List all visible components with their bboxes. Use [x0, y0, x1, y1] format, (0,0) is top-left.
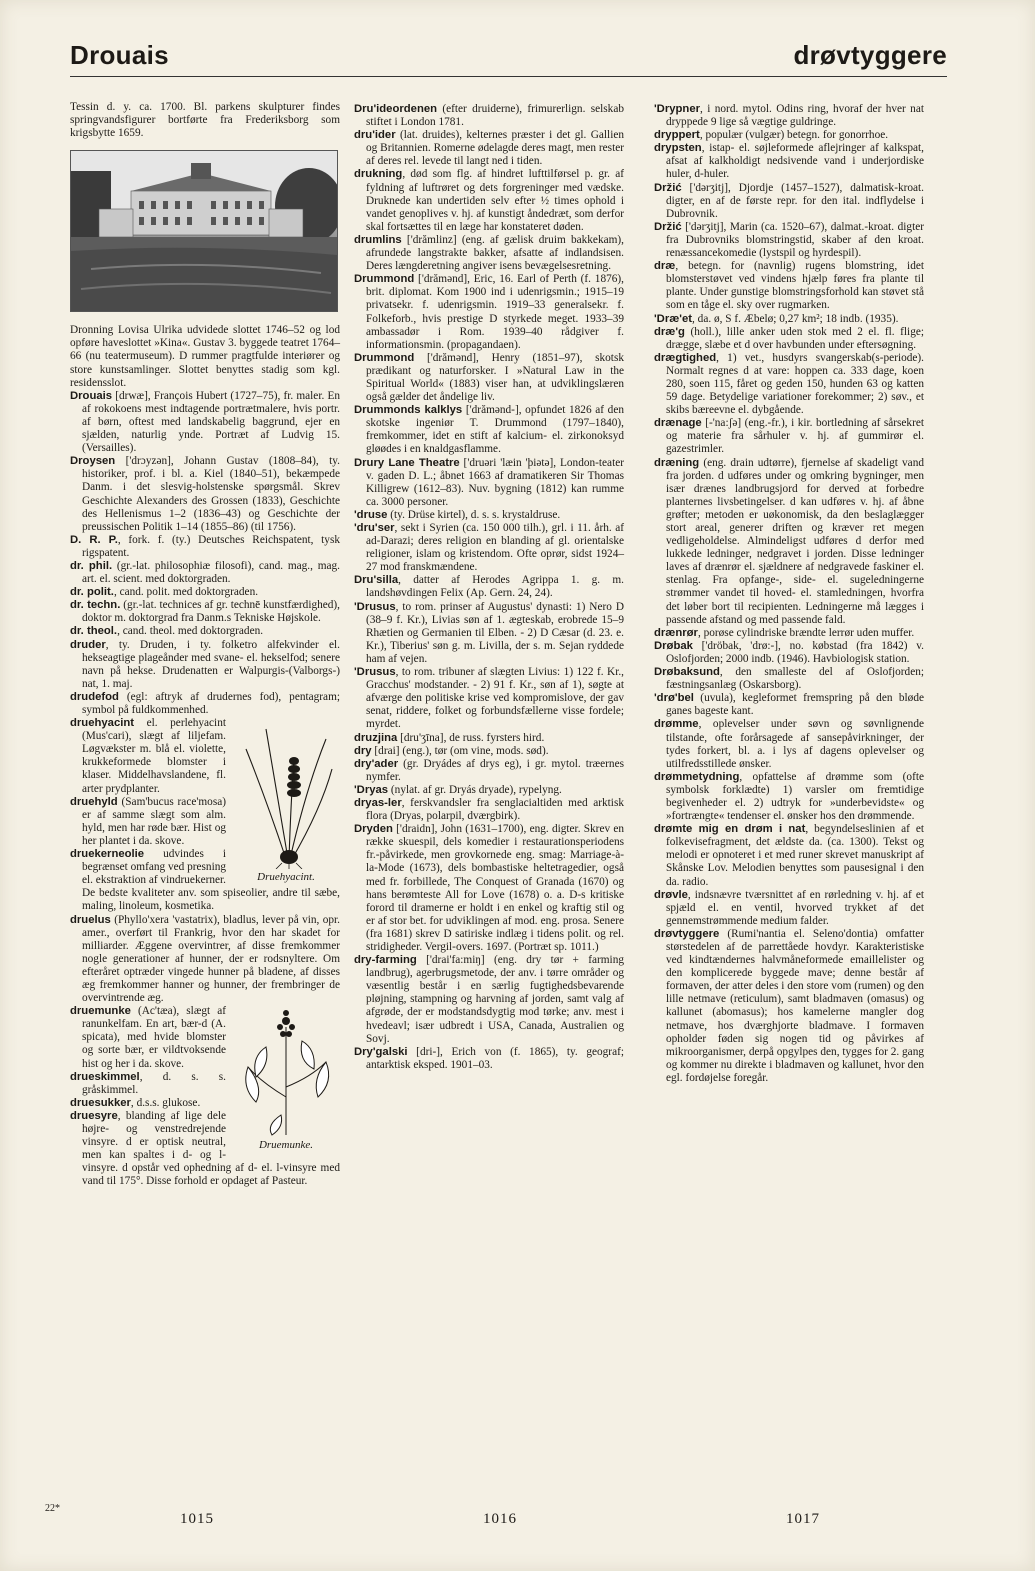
entry-drudefod: [70, 691, 340, 717]
entry-headword: Držić: [654, 181, 682, 194]
folio-1: 1015: [180, 1511, 214, 1527]
entry-text: , begyndelseslinien af et folkevisefragment, det ældste da. (ca. 1300). Tekst og melodi er opnoteret i et med runer skrevet manuskript af Skånske Lov. Melodien benyttes som pausesignal i den da. radio.: [666, 823, 924, 888]
entry-headword: dr. theol.: [70, 625, 118, 638]
entry-headword: dræ: [654, 260, 676, 273]
entry-drusus-tribuner: [354, 666, 624, 731]
entry-headword: dr. techn.: [70, 599, 121, 612]
entry-droevtyggere: [654, 928, 924, 1085]
entry-text: , den smalleste del af Oslofjorden; fæstningsanlæg (Oskarsborg).: [666, 666, 924, 692]
column-2: [354, 103, 624, 1072]
entry-headword: dry-farming: [354, 954, 417, 967]
entry-headword: drueskimmel: [70, 1070, 140, 1083]
entry-headword: druder: [70, 638, 106, 651]
entry-text: , datter af Herodes Agrippa 1. g. m. landshøvdingen Felix (Ap. Gern. 24, 24).: [366, 574, 624, 600]
entry-text: , ferskvandsler fra senglacialtiden med arktisk flora (Dryas, polarpil, dværgbirk).: [366, 796, 624, 823]
entry-droemte-mig: [654, 823, 924, 888]
entry-text: ['drɔyzən], Johann Gustav (1808–84), ty. historiker, prof. i bl. a. Kiel (1840–51), bekæmpede Danm. i det slesvig-holstenske spørgsmål. Skrev Geschichte Alexanders des Grossen (1833), Geschichte des Hellenismus 1–2 (1836–43) og Geschichte der preussischen Politik 1–14 (1855–86) (til 1756).: [82, 455, 340, 533]
entry-headword: drænrør: [654, 626, 698, 639]
entry-headword: Dru'ideordenen: [354, 103, 438, 115]
entry-drypsten: [654, 142, 924, 181]
entry-headword: druelus: [70, 913, 111, 926]
entry-text: , 1) vet., husdyrs svangerskab(s-periode). Normalt regnes d at vare: hoppen ca. 333 dage, koen 280, soen 115, fåret og geden 150, hunden 63 og katten 59 dage. Betydelige variationer forekommer; 2) søv., et skibs bæreevne el. dybgående.: [666, 351, 924, 417]
entry-text: , cand. polit. med doktorgraden.: [113, 586, 259, 599]
entry-drury-lane: [354, 457, 624, 509]
druemunke-figure: [232, 1007, 340, 1152]
entry-druider: [354, 129, 624, 168]
entry-droysen: [70, 455, 340, 534]
entry-text: (Phyllo'xera 'vastatrix), bladlus, lever på vin, opr. amer., overført til Frankrig, hvor den har skadet for milliarder. Æggene overvintrer, af disse fremkommer nogle generationer af hunner, der er rodsnyltere. Om efteråret optræder vingede hunner på bladene, af disses æg fremkommer hanner og hunner, der frembringer de overvintrende æg.: [82, 913, 340, 1005]
entry-droebak: [654, 640, 924, 666]
entry-text: , to rom. prinser af Augustus' dynasti: 1) Nero D (38–9 f. Kr.), Livias søn af 1. ægteskab, erobrede 15–9 Rhætien og Germanien til Elben. - 2) D Cæsar (d. 23. e. Kr.), Tiberius' søn g. m. Livilla, der s. m. Sejan ryddede ham af vejen.: [366, 600, 624, 665]
entry-text: [drai] (eng.), tør (om vine, mods. sød).: [371, 744, 549, 757]
entry-text: , populær (vulgær) betegn. for gonorrhoe.: [699, 129, 889, 142]
entry-draenroer: [654, 627, 924, 640]
entry-text: , da. ø, S f. Æbelø; 0,27 km²; 18 indb. (1935).: [692, 312, 899, 325]
entry-headword: Drouais: [70, 389, 113, 402]
entry-droemme: [654, 718, 924, 770]
entry-text: (eng. drain udtørre), fjernelse af skadeligt vand fra jorden. d udføres under og omkring bygninger, men især drænes landbrugsjord for derved at forbedre planternes livsbetingelser. d kan udføres v. hj. af åbne grøfter; metoden er uøkonomisk, da den beslaglægger stort areal, generer driften og kræver ret megen vedligeholdelse. Almindeligst udføres d derfor med lukkede ledninger, nedgravet i jorden. Disse ledninger laves af drænrør el. sjældnere af nedgravede faskiner el. stenlag. Fra opfange-, side- el. sugeledningerne strømmer vandet til hoved- el. stamledningen, hvorfra det løber bort til recipienten. Ledningerne må lægges i passende afstand og med passende fald.: [666, 456, 924, 626]
entry-headword: dry'ader: [354, 757, 399, 770]
entry-drummond-eric: [354, 273, 624, 352]
entry-text: (Sam'bucus race'mosa) er af samme slægt som alm. hyld, men har røde bær. Hist og her plantet i da. skove.: [82, 795, 226, 847]
entry-headword: Droysen: [70, 455, 116, 468]
entry-headword: dru'ider: [354, 129, 396, 142]
entry-text: , indsnævre tværsnittet af en rørledning v. hj. af et spjæld el. en ventil, hvorved trykket af det gennemstrømmende medium falder.: [666, 888, 924, 927]
entry-headword: Dryden: [354, 823, 393, 836]
entry-headword: drøvle: [654, 888, 688, 901]
entry-druse: [354, 509, 624, 522]
entry-text: (ty. Drüse kirtel), d. s. s. krystaldruse.: [387, 508, 561, 521]
entry-dryas-ler: [354, 797, 624, 823]
entry-drusilla: [354, 574, 624, 600]
palace-photo: [70, 150, 338, 312]
entry-draeg: [654, 326, 924, 352]
entry-headword: 'Drusus: [354, 666, 396, 679]
entry-headword: dr. phil.: [70, 559, 113, 572]
entry-draening: [654, 457, 924, 627]
entry-headword: 'dru'ser: [354, 522, 395, 534]
entry-text: , i nord. mytol. Odins ring, hvoraf der hver nat dryppede 9 lige så vægtige guldringe.: [666, 103, 924, 129]
entry-headword: drukning: [354, 168, 403, 181]
entry-headword: dryas-ler: [354, 796, 402, 809]
drottningholm-illustration: [71, 151, 337, 311]
entry-dr-polit: [70, 586, 340, 599]
entry-dry-farming: [354, 954, 624, 1046]
entry-text: ['druəri 'læin 'þiətə], London-teater v. gaden D. L.; åbnet 1663 af dramatikeren Sir Thomas Killigrew (1612–83). Nuv. bygning (1812) kan rumme ca. 3000 personer.: [366, 456, 624, 508]
entry-headword: drægtighed: [654, 351, 717, 364]
entry-text: , istap- el. søjleformede aflejringer af kalkspat, afsat af kalkholdigt nedsivende vand i underjordiske huler, d-huler.: [666, 142, 924, 181]
photo-caption: Dronning Lovisa Ulrika udvidede slottet 1746–52 og lod opføre haveslottet »Kina«. Gustav 3. byggede teatret 1764–66 (nu teatermuseum). D rummer pragtfulde interiører og store kunstsamlinger. Slottet benyttes stadig som kgl. residensslot.: [70, 324, 340, 389]
entry-droevle: [654, 889, 924, 928]
entry-headword: druehyld: [70, 795, 118, 808]
entry-droemmetydning: [654, 771, 924, 823]
entry-text: (uvula), kegleformet fremspring på den bløde ganes bageste kant.: [666, 692, 924, 718]
entry-dr-techn: [70, 599, 340, 625]
entry-headword: Dru'silla: [354, 574, 399, 587]
entry-druzjina: [354, 732, 624, 745]
entry-headword: drømme: [654, 718, 699, 731]
entry-text: , sekt i Syrien (ca. 150 000 tilh.), grl. i 11. årh. af ad-Darazi; deres religion en blanding af gl. orientalske religioner, islam og kristendom. Ofte oprør, sidst 1924–27 mod franskmændene.: [366, 522, 624, 574]
entry-text: ['drai'fa:miŋ] (eng. dry tør + farming landbrug), agerbrugsmetode, der anv. i tørre områder og væsentlig består i en særlig fugtighedsbevarende pløjning, stampning og harvning af jorden, samt valg af afgrøde, der er modstandsdygtig mod tørke; anv. mest i hvedeavl; især udbredt i USA, Canada, Australien og Sovj.: [366, 954, 624, 1045]
entry-headword: dr. polit.: [70, 586, 114, 599]
entry-text: , porøse cylindriske brændte lerrør uden muffer.: [697, 626, 915, 639]
entry-text: , oplevelser under søvn og søvnlignende tilstande, ofte forårsagede af sansepåvirkninger, der tydes forkert, bl. a. i lys af dagens oplevelser og utilfredsstillede ønsker.: [666, 718, 924, 770]
header-rule: [70, 76, 947, 77]
entry-dr-phil: [70, 560, 340, 586]
entry-text: el. perlehyacint (Mus'cari), slægt af liljefam. Løgvækster m. blå el. violette, krukkeformede blomster i klaser. Middelhavslandene, fl. arter prydplanter.: [82, 717, 226, 795]
entry-headword: druzjina: [354, 731, 398, 744]
entry-text: (Rumi'nantia el. Seleno'dontia) omfatter størstedelen af de parrettåede hovdyr. Karakteristiske ved kindtændernes halvmåneformede emaillelister og den komplicerede byggede mave; denne består af formaven, der atter deles i den store vom (rumen) og den lille netmave (reticulum), samt bladmaven (omasus) og kallunet (abomasus); hos kamelerne mangler dog netmave, hos dværghjorte bladmave. I formaven opholder føden sig nogen tid og påvirkes af mikroorganismer, derpå opgylpes den, tygges for 2. gang og kommer nu direkte i bladmaven og kallunet, hvor den egl. fordøjelse foregår.: [666, 927, 924, 1084]
entry-drygalski: [354, 1046, 624, 1072]
entry-headword: druesukker: [70, 1096, 131, 1109]
entry-drusus-prinser: [354, 601, 624, 666]
entry-draegtighed: [654, 352, 924, 417]
entry-headword: dryppert: [654, 129, 700, 142]
entry-text: [-'na:ʃə] (eng.-fr.), i kir. bortledning af sårsekret og materie fra sårhuler v. hj. af gummirør el. gazestrimler.: [666, 417, 924, 456]
entry-headword: Drøbak: [654, 639, 693, 652]
entry-druelus: [70, 914, 340, 1006]
entry-text: (gr.-lat. technices af gr. technē kunstfærdighed), doktor m. doktorgrad fra Danm.s Tekniske Højskole.: [82, 599, 340, 625]
entry-headword: drømte mig en drøm i nat: [654, 823, 806, 836]
entry-dry: [354, 745, 624, 758]
entry-headword: drypsten: [654, 142, 702, 155]
entry-dryader: [354, 758, 624, 784]
entry-text: , to rom. tribuner af slægten Livius: 1) 122 f. Kr., Gracchus' modstander. - 2) 91 f. Kr., søn af 1), søgte at afværge den politiske krise ved kompromislove, der gav senat, riddere, folket og forbundsfællerne visse fordele; myrdet.: [366, 666, 624, 731]
entry-text: , d.s.s. glukose.: [130, 1096, 201, 1109]
entry-dryppert: [654, 129, 924, 142]
druehyacint-caption: Druehyacint.: [257, 871, 315, 884]
entry-drumlins: [354, 234, 624, 273]
entry-text: ['drămlinz] (eng. af gælisk druim bakkekam), afrundede langstrakte bakker, afsatte af indlandsisen. Deres længderetning angiver isens bevægelsesretning.: [366, 233, 624, 273]
entry-druder: [70, 639, 340, 691]
entry-text: udvindes i begrænset omfang ved presning el. ekstraktion af vindruekerner. De bedste kvaliteter anv. som spiseolier, andre til sæbe, maling, linoleum, kosmetika.: [82, 848, 340, 913]
entry-text: (gr. Dryádes af drys eg), i gr. mytol. træernes nymfer.: [366, 757, 624, 783]
entry-drouais: [70, 390, 340, 455]
entry-text: (efter druiderne), frimurerlign. selskab stiftet i London 1781.: [366, 103, 624, 129]
entry-dr-theol: [70, 625, 340, 638]
entry-headword: dræning: [654, 456, 700, 469]
entry-headword: Drummonds kalklys: [354, 404, 463, 417]
entry-text: ['drămənd], Henry (1851–97), skotsk prædikant og naturforsker. I »Natural Law in the Spiritual World« (1883) viser han, at udviklingslæren også gælder det åndelige liv.: [366, 351, 624, 404]
entry-text: , opfattelse af drømme som (ofte symbolsk forklædte) 1) varsler om fremtidige begivenheder el. 2) udtryk for »underbevidste« og »fortrængte« tendenser el. ønsker hos den drømmende.: [666, 770, 924, 823]
entry-text: ['dröbak, 'drø:-], no. købstad (fra 1842) v. Oslofjorden; 2000 indb. (1946). Havbiologisk station.: [666, 639, 924, 665]
entry-text: (nylat. af gr. Dryás dryade), rypelyng.: [388, 783, 562, 796]
entry-text: [dru'ʒīna], de russ. fyrsters hird.: [397, 731, 545, 744]
entry-text: (lat. druides), kelternes præster i det gl. Gallien og Britannien. Romerne ødelagde deres magt, men rester af deres rel. levede til langt ned i tiden.: [366, 129, 624, 168]
entry-druideordenen: [354, 103, 624, 129]
entry-text: ['dərʒitj], Djordje (1457–1527), dalmatisk-kroat. digter, en af de første repr. for den ital. indflydelse i Dubrovnik.: [666, 181, 924, 220]
column-3: [654, 103, 924, 1085]
entry-headword: drøvtyggere: [654, 927, 720, 940]
column-1: [70, 101, 340, 1188]
entry-headword: drudefod: [70, 690, 119, 703]
druemunke-caption: Druemunke.: [258, 1139, 314, 1152]
entry-headword: drømmetydning: [654, 770, 740, 783]
entry-druser: [354, 522, 624, 574]
entry-text: ['drămənd], Eric, 16. Earl of Perth (f. 1876), brit. diplomat. Kom 1900 ind i udenrigsmin.; 1915–19 privatsekr. f. udenrigsmin. 1919–33 generalsekr. f. Folkeforb., hvis prestige D styrkede meget. 1933–39 ambassadør i Rom. 1939–40 rådgiver f. informationsmin. (propagandaen).: [366, 273, 624, 351]
folio-3: 1017: [786, 1511, 820, 1527]
entry-drummond-henry: [354, 352, 624, 404]
entry-headword: 'drø'bel: [654, 692, 694, 705]
entry-drp: [70, 534, 340, 560]
left-headword: Drouais: [70, 40, 169, 70]
entry-drzic-djordje: [654, 182, 924, 221]
entry-text: (egl: aftryk af drudernes fod), pentagram; symbol på fuldkommenhed.: [82, 690, 340, 716]
entry-dryden: [354, 823, 624, 954]
entry-text: (Ac'tæa), slægt af ranunkelfam. En art, bær-d (A. spicata), med hvide blomster og sorte bær, er vildtvoksende hist og her i da. skove.: [82, 1005, 226, 1070]
entry-text: [dri-], Erich von (f. 1865), ty. geograf; antarktisk eksped. 1901–03.: [366, 1045, 624, 1071]
entry-text: ['drămənd-], opfundet 1826 af den skotske ingeniør T. Drummond (1797–1840), fremkommer, idet en stift af kalcium- el. zirkonoksyd gløødes i en knaldgasflamme.: [366, 404, 624, 456]
entry-text: ['dərʒitj], Marin (ca. 1520–67), dalmat.-kroat. digter fra Dubrovniks blomstringstid, skaber af den kroat. renæssancekomedie (lystspil og hyrdespil).: [666, 220, 924, 260]
entry-text: , fork. f. (ty.) Deutsches Reichspatent, tysk rigspatent.: [82, 533, 340, 559]
entry-headword: D. R. P.: [70, 533, 118, 546]
entry-headword: druekerneolie: [70, 848, 145, 861]
entry-headword: Dry'galski: [354, 1045, 408, 1058]
entry-drypner: [654, 103, 924, 129]
entry-headword: 'druse: [354, 508, 388, 521]
entry-droebel: [654, 692, 924, 718]
entry-text: , død som flg. af hindret lufttilførsel p. gr. af fyldning af luftrøret og dets forgreninger med vædske. Druknede kan undertiden selv efter ½ times ophold i vandet genoplives v. hj. af kunstigt åndedræt, som derfor skal fortsættes til en læge har konstateret døden.: [366, 168, 624, 233]
entry-drae: [654, 260, 924, 312]
entry-headword: 'Drusus: [354, 600, 396, 613]
entry-headword: dry: [354, 744, 372, 757]
entry-headword: 'Dryas: [354, 783, 389, 796]
druehyacint-figure: [232, 719, 340, 884]
entry-droebaksund: [654, 666, 924, 692]
entry-headword: Drummond: [354, 273, 415, 286]
entry-headword: dræ'g: [654, 325, 685, 338]
entry-text: , ty. Druden, i ty. folketro alfekvinder el. hekseagtige plageånder med svane- el. hekselfod; senere navn på hekse. Drudenatten er Walpurgis-(Valborgs-) nat, 1. maj.: [82, 638, 340, 690]
entry-text: (gr.-lat. philosophiæ filosofi), cand. mag., mag. art. el. scient. med doktorgraden.: [82, 559, 340, 586]
druemunke-illustration: [236, 1007, 336, 1137]
entry-dryas: [354, 784, 624, 797]
entry-drzic-marin: [654, 221, 924, 260]
entry-headword: druemunke: [70, 1005, 131, 1018]
entry-headword: Držić: [654, 220, 682, 233]
entry-text: , betegn. for (navnlig) rugens blomstring, idet blomsterstøvet ved vindens hjælp føres fra plante til plante. Under gunstige blomstringsforhold kan støvet stå som en tåge el. sky over rugmarken.: [666, 260, 924, 312]
entry-headword: drumlins: [354, 233, 402, 246]
entry-headword: Drøbaksund: [654, 666, 720, 679]
druehyacint-illustration: [236, 719, 336, 869]
entry-text: ['draidn], John (1631–1700), eng. digter. Skrev en række skuespil, dels komedier i restaurationsperiodens fr.-påvirkede, men grovkornede eng. smag: Marriage-à-la-Mode (1673), dels bombastiske heltetragedier, også med fr. forbillede, The Conquest of Granada (1670) og hans berømteste All for Love (1678) o. a. D-s kritiske forord til dramerne er holdt i en enkel og kraftig stil og er af stor bet. for udviklingen af mod. eng. prosa. Senere (fra 1681) skrev D satiriske indlæg i tidens polit. og rel. stridigheder. Vergil-overs. 1697. (Portræt sp. 1011.): [366, 823, 624, 953]
entry-draeet: [654, 313, 924, 326]
entry-headword: Drummond: [354, 351, 415, 364]
entry-text: , blanding af lige dele højre- og venstredrejende vinsyre. d er optisk neutral, men kan spaltes i d- og l-vinsyre. d opstår ved ophedning af d- el. l-vinsyre med vand til 175°. Disse forhold er opdaget af Pasteur.: [82, 1109, 340, 1188]
entry-headword: 'Dræ'et: [654, 312, 693, 325]
entry-headword: druehyacint: [70, 717, 135, 730]
entry-headword: Drury Lane Theatre: [354, 456, 460, 469]
intro-paragraph: Tessin d. y. ca. 1700. Bl. parkens skulpturer findes springvandsfigurer bortførte fra Frederiksborg som krigsbytte 1659.: [70, 101, 340, 140]
entry-headword: 'Drypner: [654, 103, 701, 115]
entry-text: (holl.), lille anker uden stok med 2 el. fl. flige; drægge, slæbe et d over havbunden under eftersøgning.: [666, 325, 924, 351]
entry-draenage: [654, 417, 924, 456]
right-headword: drøvtyggere: [793, 40, 947, 70]
entry-headword: drænage: [654, 417, 702, 430]
entry-text: , d. s. s. gråskimmel.: [82, 1070, 226, 1096]
entry-headword: druesyre: [70, 1109, 118, 1122]
entry-drummonds-kalklys: [354, 404, 624, 456]
entry-drukning: [354, 168, 624, 233]
folio-2: 1016: [483, 1511, 517, 1527]
signature-mark: 22*: [45, 1503, 60, 1514]
entry-text: [drwæ], François Hubert (1727–75), fr. maler. En af rokokoens mest indtagende portrætmalere, hvis portr. af børn, oftest med landskabelig baggrund, ejer en sjælden, naturlig ynde. Portræt af Ludvig 15. (Versailles).: [82, 389, 340, 455]
entry-text: , cand. theol. med doktorgraden.: [117, 625, 264, 638]
